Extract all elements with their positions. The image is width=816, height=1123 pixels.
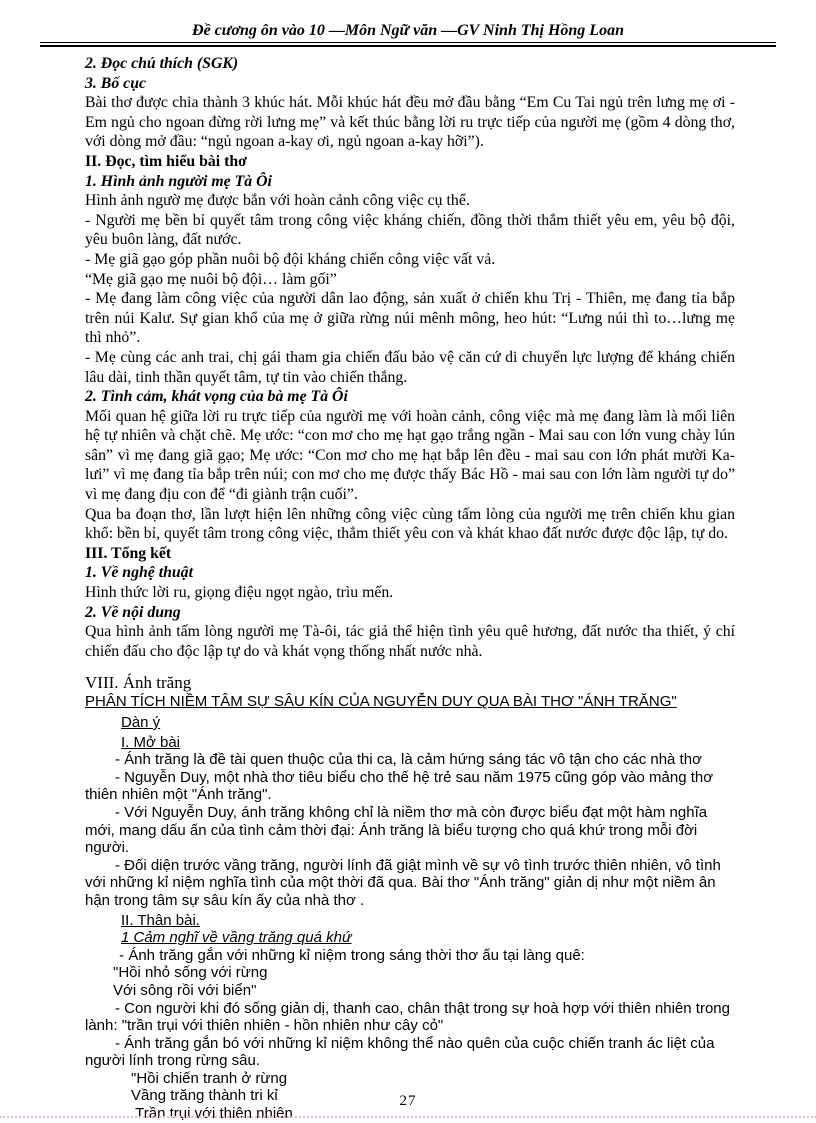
heading-cam-nghi-vang-trang: 1 Cảm nghĩ về vầng trăng quá khứ xyxy=(121,929,352,947)
poem-line: Với sông rồi với biển" xyxy=(113,981,257,999)
paragraph: - Mẹ cùng các anh trai, chị gái tham gia chiến đấu bảo vệ căn cứ di chuyển lực lượng để kháng chiến lâu dài, tinh thần quyết tâm, tự tin vào chiến thắng. xyxy=(85,348,735,386)
poem-line: "Hồi nhỏ sống với rừng xyxy=(113,964,268,982)
paragraph: - Đối diện trước vầng trăng, người lính đã giật mình về sự vô tình trước thiên nhiên, vô tình với những kỉ niệm nghĩa tình của một thời đã qua. Bài thơ "Ánh trăng" giản dị như một niềm ân hận trong tâm sự sâu kín ấy của nhà thơ . xyxy=(85,856,721,909)
doc-body xyxy=(85,54,735,1123)
heading-doc-tim-hieu: II. Đọc, tìm hiểu bài thơ xyxy=(85,152,247,170)
paragraph-bo-cuc: Bài thơ được chia thành 3 khúc hát. Mỗi khúc hát đều mở đầu bằng “Em Cu Tai ngủ trên lưng mẹ ơi - Em ngủ cho ngoan đừng rời lưng mẹ” và kết thúc bằng lời ru trực tiếp của người mẹ (gồm 4 dòng thơ, với dòng mở đầu: “ngủ ngoan a-kay ơi, ngủ ngoan a-kay hỡi”). xyxy=(85,94,735,151)
heading-anh-trang: VIII. Ánh trăng xyxy=(85,673,192,693)
page-number: 27 xyxy=(399,1093,417,1109)
paragraph: - Nguyễn Duy, một nhà thơ tiêu biểu cho thế hệ trẻ sau năm 1975 cũng góp vào mảng thơ thiên nhiên một "Ánh trăng". xyxy=(85,768,714,804)
heading-dan-y: Dàn ý xyxy=(121,714,161,731)
paragraph: Qua ba đoạn thơ, lần lượt hiện lên những công việc cùng tấm lòng của người mẹ trên chiến khu gian khổ: bền bỉ, quyết tâm trong công việc, thắm thiết yêu con và khát khao đất nước được độc lập, tự do. xyxy=(85,505,735,543)
poem-line: Vầng trăng thành tri kỉ xyxy=(131,1087,278,1105)
heading-mo-bai: I. Mở bài xyxy=(121,733,181,751)
paragraph: Hình thức lời ru, giọng điệu ngọt ngào, trìu mến. xyxy=(85,584,394,602)
heading-hinh-anh-nguoi-me: 1. Hình ảnh người mẹ Tà Ôi xyxy=(85,172,272,190)
paragraph: - Ánh trăng gắn với những kỉ niệm trong sáng thời thơ ấu tại làng quê: xyxy=(115,946,585,964)
paragraph: - Ánh trăng gắn bó với những kỉ niệm không thể nào quên của cuộc chiến tranh ác liệt của người lính trong rừng sâu. xyxy=(85,1034,715,1070)
doc-header xyxy=(40,22,776,40)
heading-ve-nghe-thuat: 1. Về nghệ thuật xyxy=(85,564,193,582)
heading-tong-ket: III. Tổng kết xyxy=(85,544,172,562)
paragraph: Mối quan hệ giữa lời ru trực tiếp của người mẹ với hoàn cảnh, công việc mà mẹ đang làm là mối liên hệ tự nhiên và chặt chẽ. Mẹ ước: “con mơ cho mẹ hạt gạo trắng ngần - Mai sau con lớn vung chày lún sân” vì mẹ đang giã gạo; Mẹ ước: “Con mơ cho mẹ hạt bắp lên đều - mai sau con lớn phát mười Ka-lưi” vì mẹ đang tỉa bắp trên núi; con mơ cho mẹ được thấy Bác Hồ - mai sau con lớn làm người tự do” vì mẹ đang địu con để “đi giành trận cuối”. xyxy=(85,407,735,504)
paragraph: - Mẹ giã gạo góp phần nuôi bộ đội kháng chiến công việc vất vả. xyxy=(85,250,496,268)
heading-doc-chu-thich: 2. Đọc chú thích (SGK) xyxy=(85,55,239,72)
quote-line: “Mẹ giã gạo mẹ nuôi bộ đội… làm gối” xyxy=(85,270,337,288)
paragraph: - Ánh trăng là đề tài quen thuộc của thi ca, là cảm hứng sáng tác vô tận cho các nhà thơ xyxy=(115,751,702,769)
paragraph: - Con người khi đó sống giản dị, thanh cao, chân thật trong sự hoà hợp với thiên nhiên trong lành: "trần trụi với thiên nhiên - hồn nhiên như cây cỏ" xyxy=(85,999,730,1035)
paragraph: - Người mẹ bền bỉ quyết tâm trong công việc kháng chiến, đồng thời thắm thiết yêu em, yêu bộ đội, yêu buôn làng, đất nước. xyxy=(85,211,735,249)
page-break-indicator xyxy=(0,1116,816,1118)
heading-than-bai: II. Thân bài. xyxy=(121,911,200,929)
heading-bo-cuc: 3. Bố cục xyxy=(85,74,146,92)
header-rule-thin xyxy=(40,42,776,43)
poem-line: "Hồi chiến tranh ở rừng xyxy=(131,1069,288,1087)
doc-header-text: Đề cương ôn vào 10 —Môn Ngữ văn —GV Ninh Thị Hồng Loan xyxy=(192,22,624,39)
doc-title-phan-tich: PHÂN TÍCH NIỀM TÂM SỰ SÂU KÍN CỦA NGUYỄN DUY QUA BÀI THƠ "ÁNH TRĂNG" xyxy=(85,693,677,711)
header-rule-thick xyxy=(40,45,776,47)
paragraph: Qua hình ảnh tấm lòng người mẹ Tà-ôi, tác giả thể hiện tình yêu quê hương, đất nước tha thiết, ý chí chiến đấu cho độc lập tự do và khát vọng thống nhất nước nhà. xyxy=(85,623,735,660)
heading-ve-noi-dung: 2. Về nội dung xyxy=(85,603,181,621)
heading-tinh-cam-khat-vong: 2. Tình cảm, khát vọng của bà mẹ Tà Ôi xyxy=(85,388,348,406)
paragraph: - Với Nguyễn Duy, ánh trăng không chỉ là niềm thơ mà còn được biểu đạt một hàm nghĩa mới, mang dấu ấn của tình cảm thời đại: Ánh trăng là biểu tượng cho quá khứ trong mỗi đời người. xyxy=(85,803,708,857)
paragraph: - Mẹ đang làm công việc của người dân lao động, sản xuất ở chiến khu Trị - Thiên, mẹ đang tỉa bắp trên núi Kalư. Sự gian khổ của mẹ ở giữa rừng núi mênh mông, heo hút: “Lưng núi thì to…lưng mẹ thì nhỏ”. xyxy=(85,290,735,347)
paragraph: Hình ảnh ngườ mẹ được bắn với hoàn cảnh công việc cụ thể. xyxy=(85,192,470,210)
poem-line: Trần trụi với thiên nhiên xyxy=(131,1105,293,1123)
